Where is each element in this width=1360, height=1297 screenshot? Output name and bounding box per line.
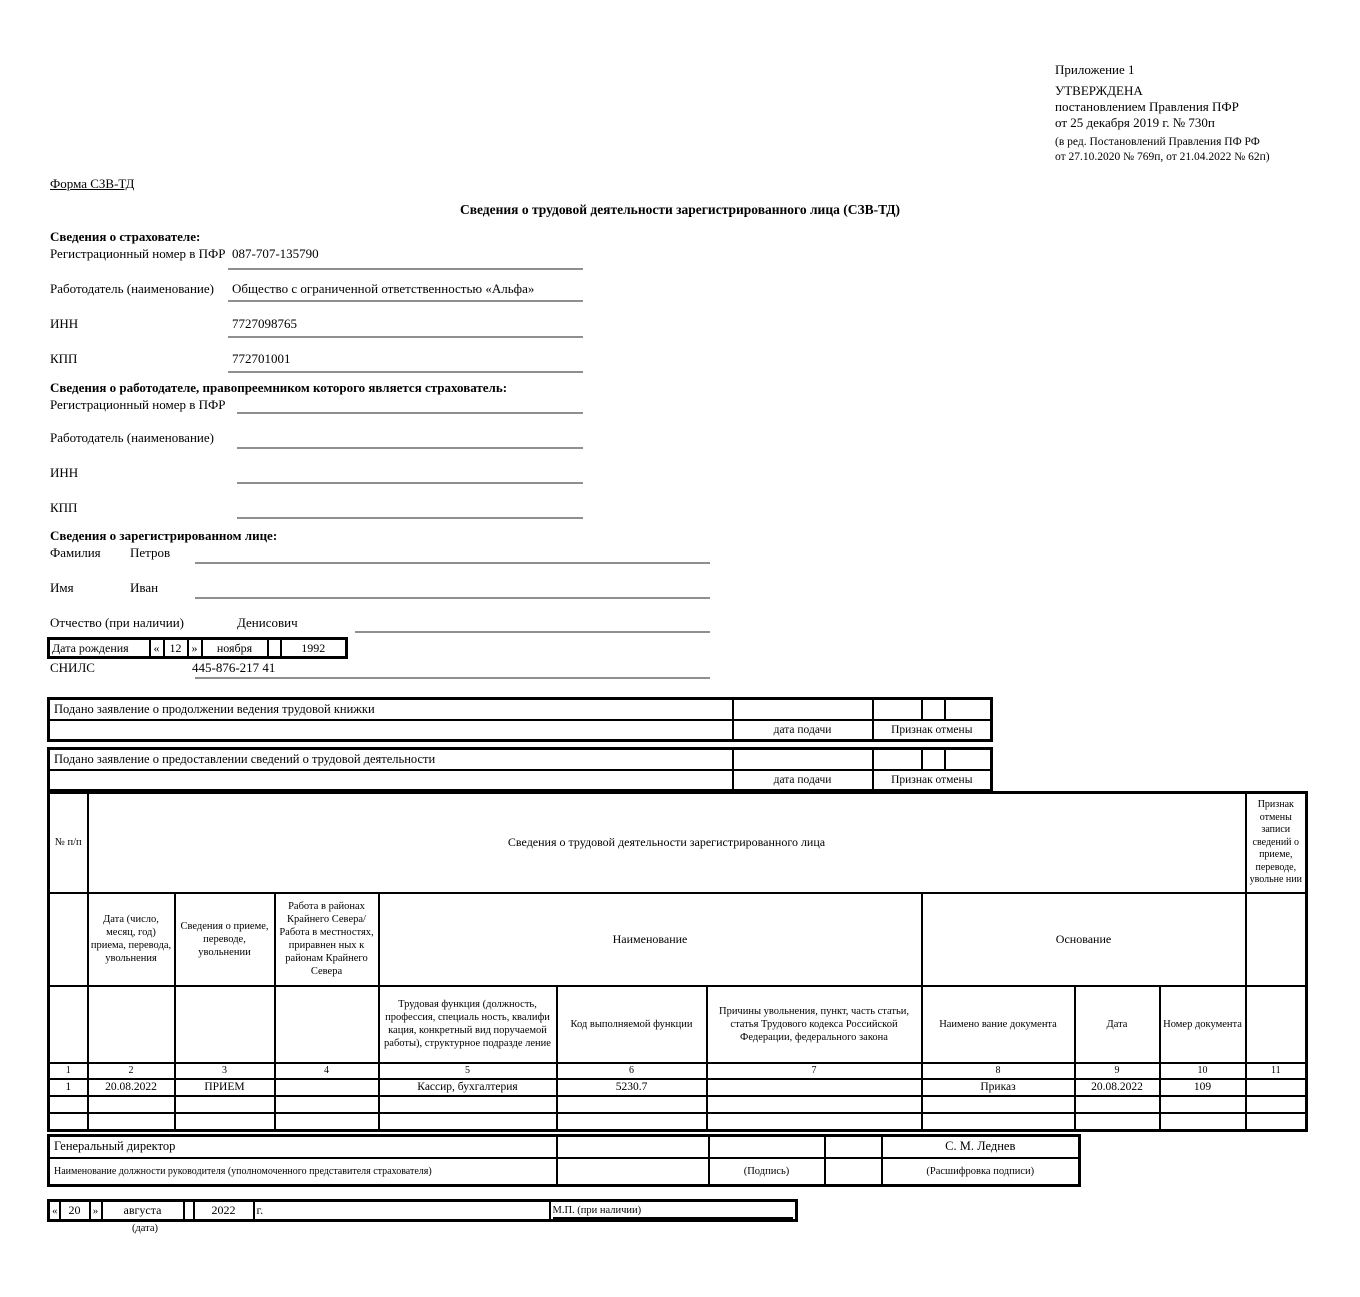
cell-cancel [1246, 1079, 1307, 1096]
approval-line: от 25 декабря 2019 г. № 730п [1055, 115, 1215, 130]
group-header-name: Наименование [379, 893, 922, 986]
field-underline [228, 268, 583, 270]
approval-line: (в ред. Постановлений Правления ПФ РФ [1055, 136, 1260, 148]
quote-open: « [49, 1201, 60, 1221]
statement-cancel-cell [922, 749, 945, 770]
firstname-label: Имя [50, 580, 74, 595]
cell-empty [922, 1096, 1075, 1113]
seal-label: М.П. (при наличии) [553, 1205, 794, 1219]
cell-empty [1246, 1096, 1307, 1113]
statement-book-table [47, 697, 993, 742]
header-empty-cell [88, 986, 175, 1063]
person-section-header: Сведения о зарегистрированном лице: [50, 528, 278, 543]
cell-empty [557, 1096, 707, 1113]
statement-book-text: Подано заявление о продолжении ведения трудовой книжки [49, 699, 733, 720]
statement-cancel-cell [873, 749, 922, 770]
column-number: 11 [1246, 1063, 1307, 1079]
birthdate-day: 12 [164, 639, 188, 658]
insurer-reg-label: Регистрационный номер в ПФР [50, 246, 226, 261]
predecessor-section-header: Сведения о работодателе, правопреемником которого является страхователь: [50, 380, 508, 395]
filing-date-box [47, 1199, 798, 1222]
predecessor-reg-label: Регистрационный номер в ПФР [50, 397, 226, 412]
statement-info-text: Подано заявление о предоставлении сведений о трудовой деятельности [49, 749, 733, 770]
col-header-info: Сведения о приеме, переводе, увольнении [175, 893, 275, 986]
cell-empty [922, 1113, 1075, 1131]
sign-caption: (Подпись) [709, 1158, 825, 1186]
form-title: Сведения о трудовой деятельности зарегистрированного лица (СЗВ-ТД) [459, 202, 901, 217]
quote-open: « [150, 639, 164, 658]
middlename-value: Денисович [237, 615, 298, 630]
table-row [49, 1096, 1307, 1113]
field-underline [228, 371, 583, 373]
header-empty-cell [175, 986, 275, 1063]
insurer-inn-label: ИНН [50, 316, 79, 331]
field-underline [228, 300, 583, 302]
cell-empty [707, 1113, 922, 1131]
statement-date-label: дата подачи [733, 720, 873, 741]
quote-close: » [188, 639, 202, 658]
column-number: 2 [88, 1063, 175, 1079]
cell-empty [1160, 1096, 1246, 1113]
statement-cancel-cell [873, 699, 922, 720]
header-empty-cell [1246, 893, 1307, 986]
seal-cell [550, 1201, 797, 1221]
cell-reason [707, 1079, 922, 1096]
table-row [49, 1079, 1307, 1096]
column-number: 1 [49, 1063, 88, 1079]
table-row [49, 1113, 1307, 1131]
cell-north [275, 1079, 379, 1096]
predecessor-inn-label: ИНН [50, 465, 79, 480]
lastname-label: Фамилия [50, 545, 101, 560]
spacer-cell [268, 639, 281, 658]
signature-empty-cell [557, 1136, 709, 1158]
approval-line: постановлением Правления ПФР [1055, 99, 1239, 114]
signature-empty-cell [825, 1136, 882, 1158]
statement-date-cell [733, 749, 873, 770]
filing-day: 20 [60, 1201, 90, 1221]
statement-cancel-label: Признак отмены [873, 720, 992, 741]
cell-event-type: ПРИЕМ [175, 1079, 275, 1096]
cell-empty [88, 1113, 175, 1131]
col-header-doc-date: Дата [1075, 986, 1160, 1063]
column-number: 6 [557, 1063, 707, 1079]
field-underline [195, 677, 710, 679]
cell-empty [175, 1096, 275, 1113]
middlename-label: Отчество (при наличии) [50, 615, 185, 630]
col-header-date: Дата (число, месяц, год) приема, перевода, увольнения [88, 893, 175, 986]
insurer-employer-value: Общество с ограниченной ответственностью «Альфа» [232, 281, 535, 296]
cell-function: Кассир, бухгалтерия [379, 1079, 557, 1096]
statement-date-cell [733, 699, 873, 720]
filing-year: 2022 [194, 1201, 254, 1221]
cell-code: 5230.7 [557, 1079, 707, 1096]
snils-label: СНИЛС [50, 660, 95, 675]
predecessor-employer-label: Работодатель (наименование) [50, 430, 214, 445]
lastname-value: Петров [130, 545, 171, 560]
statement-cancel-label: Признак отмены [873, 770, 992, 791]
cell-empty [1075, 1096, 1160, 1113]
statement-cancel-cell [945, 699, 992, 720]
approval-line: от 27.10.2020 № 769п, от 21.04.2022 № 62п) [1055, 151, 1270, 163]
signature-area [709, 1136, 825, 1158]
column-number: 10 [1160, 1063, 1246, 1079]
signature-empty-cell [557, 1158, 709, 1186]
approval-line: Приложение 1 [1055, 62, 1135, 77]
statement-empty-cell [49, 770, 733, 791]
header-empty-cell [1246, 986, 1307, 1063]
cell-empty [379, 1113, 557, 1131]
cell-empty [275, 1113, 379, 1131]
col-header-north: Работа в районах Крайнего Севера/Работа в местностях, приравнен ных к районам Крайнего Севера [275, 893, 379, 986]
cell-event-date: 20.08.2022 [88, 1079, 175, 1096]
header-empty-cell [49, 893, 88, 986]
year-suffix: г. [254, 1201, 550, 1221]
col-header-function: Трудовая функция (должность, профессия, специаль ность, квалифи кация, конкретный вид поручаемой работы), структурное подразде ление [379, 986, 557, 1063]
insurer-section-header: Сведения о страхователе: [50, 229, 201, 244]
filing-month: августа [102, 1201, 184, 1221]
approval-line: УТВЕРЖДЕНА [1055, 83, 1143, 98]
cell-empty [175, 1113, 275, 1131]
statement-empty-cell [49, 720, 733, 741]
cell-empty [1160, 1113, 1246, 1131]
col-header-number: № п/п [49, 793, 88, 893]
cell-empty [379, 1096, 557, 1113]
cell-empty [707, 1096, 922, 1113]
cell-empty [1246, 1113, 1307, 1131]
director-name: С. М. Леднев [882, 1136, 1080, 1158]
cell-empty [88, 1096, 175, 1113]
statement-cancel-cell [945, 749, 992, 770]
column-number: 3 [175, 1063, 275, 1079]
insurer-employer-label: Работодатель (наименование) [50, 281, 214, 296]
director-position: Генеральный директор [49, 1136, 557, 1158]
field-underline [237, 412, 583, 414]
field-underline [237, 517, 583, 519]
column-number: 9 [1075, 1063, 1160, 1079]
birthdate-month: ноября [202, 639, 268, 658]
form-code: Форма СЗВ-ТД [50, 176, 135, 191]
birthdate-year: 1992 [281, 639, 347, 658]
col-header-code: Код выполняемой функции [557, 986, 707, 1063]
firstname-value: Иван [130, 580, 159, 595]
activity-table [47, 791, 1308, 1132]
insurer-reg-value: 087-707-135790 [232, 246, 319, 261]
name-caption: (Расшифровка подписи) [882, 1158, 1080, 1186]
cell-empty [49, 1113, 88, 1131]
approval-note [1055, 62, 1345, 165]
cell-empty [49, 1096, 88, 1113]
column-number: 7 [707, 1063, 922, 1079]
date-caption: (дата) [131, 1223, 159, 1234]
field-underline [195, 597, 710, 599]
cancel-column-header: Признак отмены записи сведений о приеме, переводе, увольне нии [1246, 793, 1307, 893]
column-number: 5 [379, 1063, 557, 1079]
field-underline [237, 482, 583, 484]
cell-doc-num: 109 [1160, 1079, 1246, 1096]
field-underline [195, 562, 710, 564]
field-underline [355, 631, 710, 633]
predecessor-kpp-label: КПП [50, 500, 78, 515]
signature-table [47, 1134, 1081, 1187]
cell-row-no: 1 [49, 1079, 88, 1096]
field-underline [237, 447, 583, 449]
col-header-doc-name: Наимено вание документа [922, 986, 1075, 1063]
header-empty-cell [49, 986, 88, 1063]
snils-value: 445-876-217 41 [192, 660, 276, 675]
header-empty-cell [275, 986, 379, 1063]
statement-cancel-cell [922, 699, 945, 720]
field-underline [228, 336, 583, 338]
group-header-basis: Основание [922, 893, 1246, 986]
quote-close: » [90, 1201, 102, 1221]
activity-group-header: Сведения о трудовой деятельности зарегистрированного лица [88, 793, 1246, 893]
insurer-kpp-label: КПП [50, 351, 78, 366]
cell-doc-date: 20.08.2022 [1075, 1079, 1160, 1096]
column-number: 4 [275, 1063, 379, 1079]
signature-empty-cell [825, 1158, 882, 1186]
cell-empty [275, 1096, 379, 1113]
birthdate-box [47, 637, 348, 659]
birthdate-label: Дата рождения [49, 639, 150, 658]
insurer-inn-value: 7727098765 [232, 316, 297, 331]
col-header-doc-num: Номер документа [1160, 986, 1246, 1063]
insurer-kpp-value: 772701001 [232, 351, 291, 366]
statement-info-table [47, 747, 993, 792]
cell-empty [557, 1113, 707, 1131]
cell-empty [1075, 1113, 1160, 1131]
cell-doc-name: Приказ [922, 1079, 1075, 1096]
column-number: 8 [922, 1063, 1075, 1079]
spacer-cell [184, 1201, 194, 1221]
position-caption: Наименование должности руководителя (уполномоченного представителя страхователя) [49, 1158, 557, 1186]
col-header-reason: Причины увольнения, пункт, часть статьи, статья Трудового кодекса Российской Федерации, федерального закона [707, 986, 922, 1063]
statement-date-label: дата подачи [733, 770, 873, 791]
